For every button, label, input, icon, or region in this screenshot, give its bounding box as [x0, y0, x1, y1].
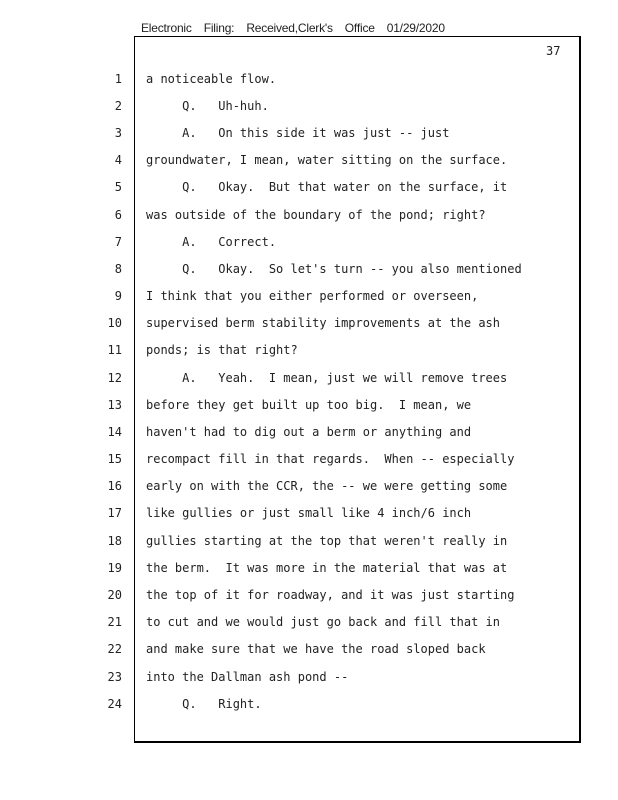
line-number: 9: [114, 289, 122, 303]
stamp-electronic: Electronic: [141, 21, 192, 35]
line-text: Q. Right.: [146, 697, 262, 711]
line-text: to cut and we would just go back and fill that in: [146, 615, 501, 629]
line-text: was outside of the boundary of the pond; right?: [146, 208, 486, 222]
line-text: gullies starting at the top that weren't really in: [146, 534, 508, 548]
line-number: 14: [107, 425, 122, 439]
transcript-page-frame: [134, 36, 581, 743]
line-number: 15: [107, 452, 122, 466]
line-number: 10: [107, 316, 122, 330]
line-number: 23: [107, 670, 122, 684]
line-number: 4: [114, 153, 122, 167]
line-text: Q. Uh-huh.: [146, 99, 269, 113]
line-number: 18: [107, 534, 122, 548]
stamp-filing: Filing:: [203, 21, 235, 35]
line-number: 24: [107, 697, 122, 711]
line-text: the top of it for roadway, and it was just starting: [146, 588, 515, 602]
line-text: I think that you either performed or overseen,: [146, 289, 479, 303]
line-text: a noticeable flow.: [146, 72, 277, 86]
stamp-date: 01/29/2020: [386, 21, 445, 35]
line-number: 11: [107, 343, 122, 357]
line-number: 1: [114, 72, 122, 86]
line-number: 22: [107, 642, 122, 656]
line-number: 13: [107, 398, 122, 412]
line-text: A. On this side it was just -- just: [146, 126, 450, 140]
line-number: 21: [107, 615, 122, 629]
stamp-received: Received,Clerk's: [246, 21, 333, 35]
line-text: A. Correct.: [146, 235, 277, 249]
line-text: groundwater, I mean, water sitting on the surface.: [146, 153, 508, 167]
line-text: supervised berm stability improvements at the ash: [146, 316, 501, 330]
line-text: the berm. It was more in the material that was at: [146, 561, 508, 575]
line-number: 6: [114, 208, 122, 222]
line-text: haven't had to dig out a berm or anything and: [146, 425, 472, 439]
stamp-office: Office: [344, 21, 375, 35]
line-number: 12: [107, 371, 122, 385]
line-text: and make sure that we have the road sloped back: [146, 642, 486, 656]
line-number: 8: [114, 262, 122, 276]
line-text: Q. Okay. So let's turn -- you also mentioned: [146, 262, 522, 276]
line-number: 5: [114, 180, 122, 194]
line-number: 2: [114, 99, 122, 113]
line-number: 7: [114, 235, 122, 249]
line-number: 19: [107, 561, 122, 575]
line-text: ponds; is that right?: [146, 343, 298, 357]
line-number: 17: [107, 506, 122, 520]
line-text: before they get built up too big. I mean, we: [146, 398, 472, 412]
line-number: 16: [107, 479, 122, 493]
line-number: 3: [114, 126, 122, 140]
line-text: recompact fill in that regards. When -- especially: [146, 452, 515, 466]
page-number: 37: [546, 44, 561, 58]
filing-stamp: [141, 21, 457, 35]
line-text: Q. Okay. But that water on the surface, it: [146, 180, 508, 194]
line-number: 20: [107, 588, 122, 602]
line-text: A. Yeah. I mean, just we will remove trees: [146, 371, 508, 385]
line-text: into the Dallman ash pond --: [146, 670, 349, 684]
line-text: like gullies or just small like 4 inch/6 inch: [146, 506, 472, 520]
line-text: early on with the CCR, the -- we were getting some: [146, 479, 508, 493]
